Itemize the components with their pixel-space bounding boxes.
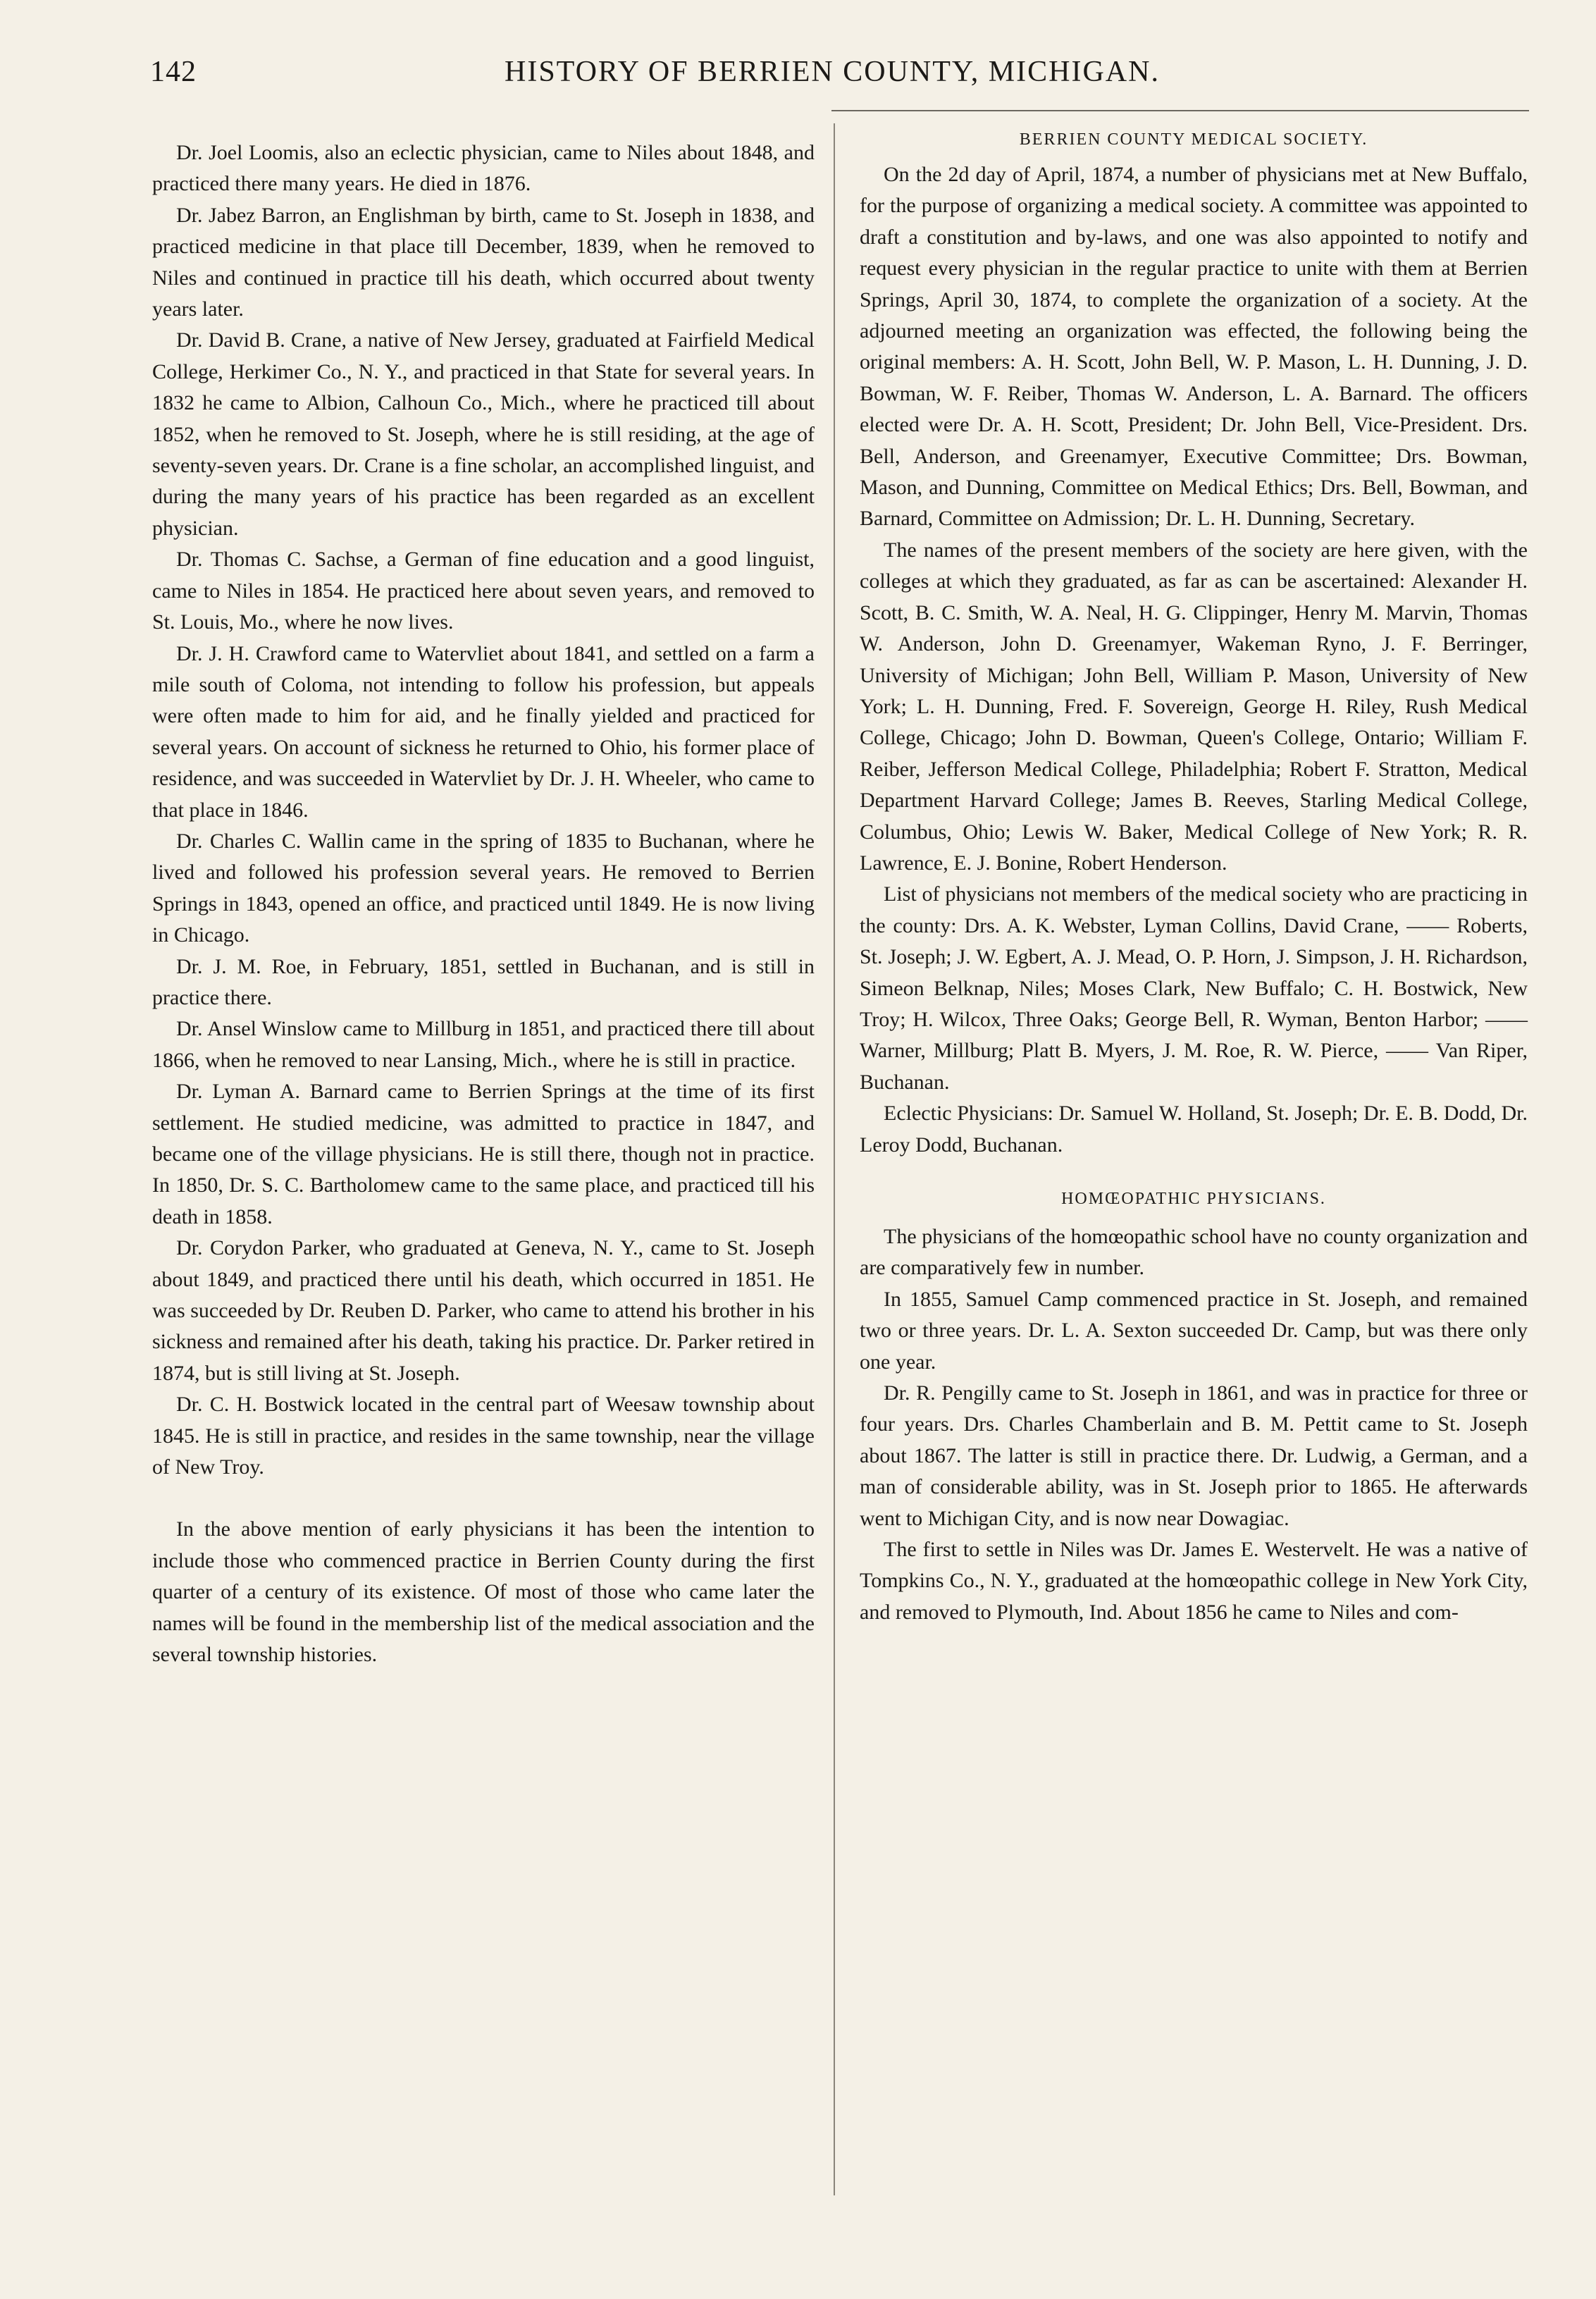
column-divider: [834, 123, 835, 2195]
paragraph-camp: In 1855, Samuel Camp commenced practice in St. Joseph, and remained two or three years. Dr. L. A. Sexton succeeded Dr. Camp, but was there only one year.: [860, 1287, 1528, 1374]
paragraph-roe: Dr. J. M. Roe, in February, 1851, settled in Buchanan, and is still in practice there.: [152, 954, 815, 1009]
page-number: 142: [150, 56, 197, 88]
paragraph-pengilly: Dr. R. Pengilly came to St. Joseph in 1861, and was in practice for three or four years. Drs. Charles Chamberlain and B. M. Pettit came to St. Joseph about 1867. The latter is still in practice there. Dr. Ludwig, a German, and a man of considerable ability, was in St. Joseph prior to 1865. He afterwards went to Michigan City, and is now near Dowagiac.: [860, 1381, 1528, 1530]
paragraph-non-members: List of physicians not members of the medical society who are practicing in the county: Drs. A. K. Webster, Lyman Collins, David Crane, —— Roberts, St. Joseph; J. W. Egbert, A. J. Mead, O. P. Horn, J. Simpson, J. H. Richardson, Simeon Belknap, Niles; Moses Clark, New Buffalo; C. H. Bostwick, New Troy; H. Wilcox, Three Oaks; George Bell, R. Wyman, Benton Harbor; —— Warner, Millburg; Platt B. Myers, J. M. Roe, R. W. Pierce, —— Van Riper, Buchanan.: [860, 882, 1528, 1094]
paragraph-winslow: Dr. Ansel Winslow came to Millburg in 1851, and practiced there till about 1866, when he removed to near Lansing, Mich., where he is still in practice.: [152, 1017, 815, 1072]
paragraph-westervelt: The first to settle in Niles was Dr. James E. Westervelt. He was a native of Tompkins Co., N. Y., graduated at the homœopathic college in New York City, and removed to Plymouth, Ind. About 1856 he came to Niles and com-: [860, 1538, 1528, 1624]
paragraph-eclectic: Eclectic Physicians: Dr. Samuel W. Holland, St. Joseph; Dr. E. B. Dodd, Dr. Leroy Dodd, Buchanan.: [860, 1102, 1528, 1157]
paragraph-wallin: Dr. Charles C. Wallin came in the spring of 1835 to Buchanan, where he lived and followed his profession several years. He removed to Berrien Springs in 1843, opened an office, and practiced until 1849. He is now living in Chicago.: [152, 829, 815, 947]
paragraph-parker: Dr. Corydon Parker, who graduated at Geneva, N. Y., came to St. Joseph about 1849, and practiced there until his death, which occurred in 1851. He was succeeded by Dr. Reuben D. Parker, who came to attend his brother in his sickness and remained after his death, taking his practice. Dr. Parker retired in 1874, but is still living at St. Joseph.: [152, 1236, 815, 1385]
left-column: [152, 137, 815, 1671]
paragraph-loomis: Dr. Joel Loomis, also an eclectic physician, came to Niles about 1848, and practiced there many years. He died in 1876.: [152, 141, 815, 196]
section-title-medical-society: BERRIEN COUNTY MEDICAL SOCIETY.: [1019, 130, 1368, 149]
paragraph-barnard: Dr. Lyman A. Barnard came to Berrien Springs at the time of its first settlement. He studied medicine, was admitted to practice in 1847, and became one of the village physicians. He is still there, though not in practice. In 1850, Dr. S. C. Bartholomew came to the same place, and practiced till his death in 1858.: [152, 1080, 815, 1228]
paragraph-crawford: Dr. J. H. Crawford came to Watervliet about 1841, and settled on a farm a mile south of Coloma, not intending to follow his profession, but appeals were often made to him for aid, and he finally yielded and practiced for several years. On account of sickness he returned to Ohio, his former place of residence, and was succeeded in Watervliet by Dr. J. H. Wheeler, who came to that place in 1846.: [152, 641, 815, 822]
paragraph-homoeopathic-intro: The physicians of the homœopathic school have no county organization and are comparatively few in number.: [860, 1225, 1528, 1280]
header-rule: [831, 110, 1529, 111]
running-head: HISTORY OF BERRIEN COUNTY, MICHIGAN.: [505, 56, 1160, 88]
paragraph-crane: Dr. David B. Crane, a native of New Jersey, graduated at Fairfield Medical College, Herkimer Co., N. Y., and practiced in that State for several years. In 1832 he came to Albion, Calhoun Co., Mich., where he practiced till about 1852, when he removed to St. Joseph, where he is still residing, at the age of seventy-seven years. Dr. Crane is a fine scholar, an accomplished linguist, and during the many years of his practice has been regarded as an excellent physician.: [152, 328, 815, 540]
paragraph-bostwick: Dr. C. H. Bostwick located in the central part of Weesaw township about 1845. He is still in practice, and resides in the same township, near the village of New Troy.: [152, 1393, 815, 1479]
section-title-homoeopathic: HOMŒOPATHIC PHYSICIANS.: [1061, 1190, 1326, 1208]
paragraph-sachse: Dr. Thomas C. Sachse, a German of fine education and a good linguist, came to Niles in 1854. He practiced here about seven years, and removed to St. Louis, Mo., where he now lives.: [152, 548, 815, 634]
paragraph-society-founding: On the 2d day of April, 1874, a number of physicians met at New Buffalo, for the purpose of organizing a medical society. A committee was appointed to draft a constitution and by-laws, and one was also appointed to notify and request every physician in the regular practice to unite with them at Berrien Springs, April 30, 1874, to complete the organization of a society. At the adjourned meeting an organization was effected, the following being the original members: A. H. Scott, John Bell, W. P. Mason, L. H. Dunning, J. D. Bowman, W. F. Reiber, Thomas W. Anderson, L. A. Barnard. The officers elected were Dr. A. H. Scott, President; Dr. John Bell, Vice-President. Drs. Bell, Anderson, and Greenamyer, Executive Committee; Drs. Bowman, Mason, and Dunning, Committee on Medical Ethics; Drs. Bell, Bowman, and Barnard, Committee on Admission; Dr. L. H. Dunning, Secretary.: [860, 163, 1528, 531]
right-column: [860, 125, 1528, 1628]
paragraph-society-members: The names of the present members of the society are here given, with the colleges at which they graduated, as far as can be ascertained: Alexander H. Scott, B. C. Smith, W. A. Neal, H. G. Clippinger, Henry M. Marvin, Thomas W. Anderson, John D. Greenamyer, Wakeman Ryno, J. F. Berringer, University of Michigan; John Bell, William P. Mason, University of New York; L. H. Dunning, Fred. F. Sovereign, George H. Riley, Rush Medical College, Chicago; John D. Bowman, Queen's College, Ontario; William F. Reiber, Jefferson Medical College, Philadelphia; Robert F. Stratton, Medical Department Harvard College; James B. Reeves, Starling Medical College, Columbus, Ohio; Lewis W. Baker, Medical College of New York; R. R. Lawrence, E. J. Bonine, Robert Henderson.: [860, 538, 1528, 875]
page-header: [0, 42, 1596, 99]
paragraph-summary: In the above mention of early physicians it has been the intention to include those who commenced practice in Berrien County during the first quarter of a century of its existence. Of most of those who came later the names will be found in the membership list of the medical association and the several township histories.: [152, 1517, 815, 1667]
paragraph-barron: Dr. Jabez Barron, an Englishman by birth, came to St. Joseph in 1838, and practiced medicine in that place till December, 1839, when he removed to Niles and continued in practice till his death, which occurred about twenty years later.: [152, 203, 815, 321]
